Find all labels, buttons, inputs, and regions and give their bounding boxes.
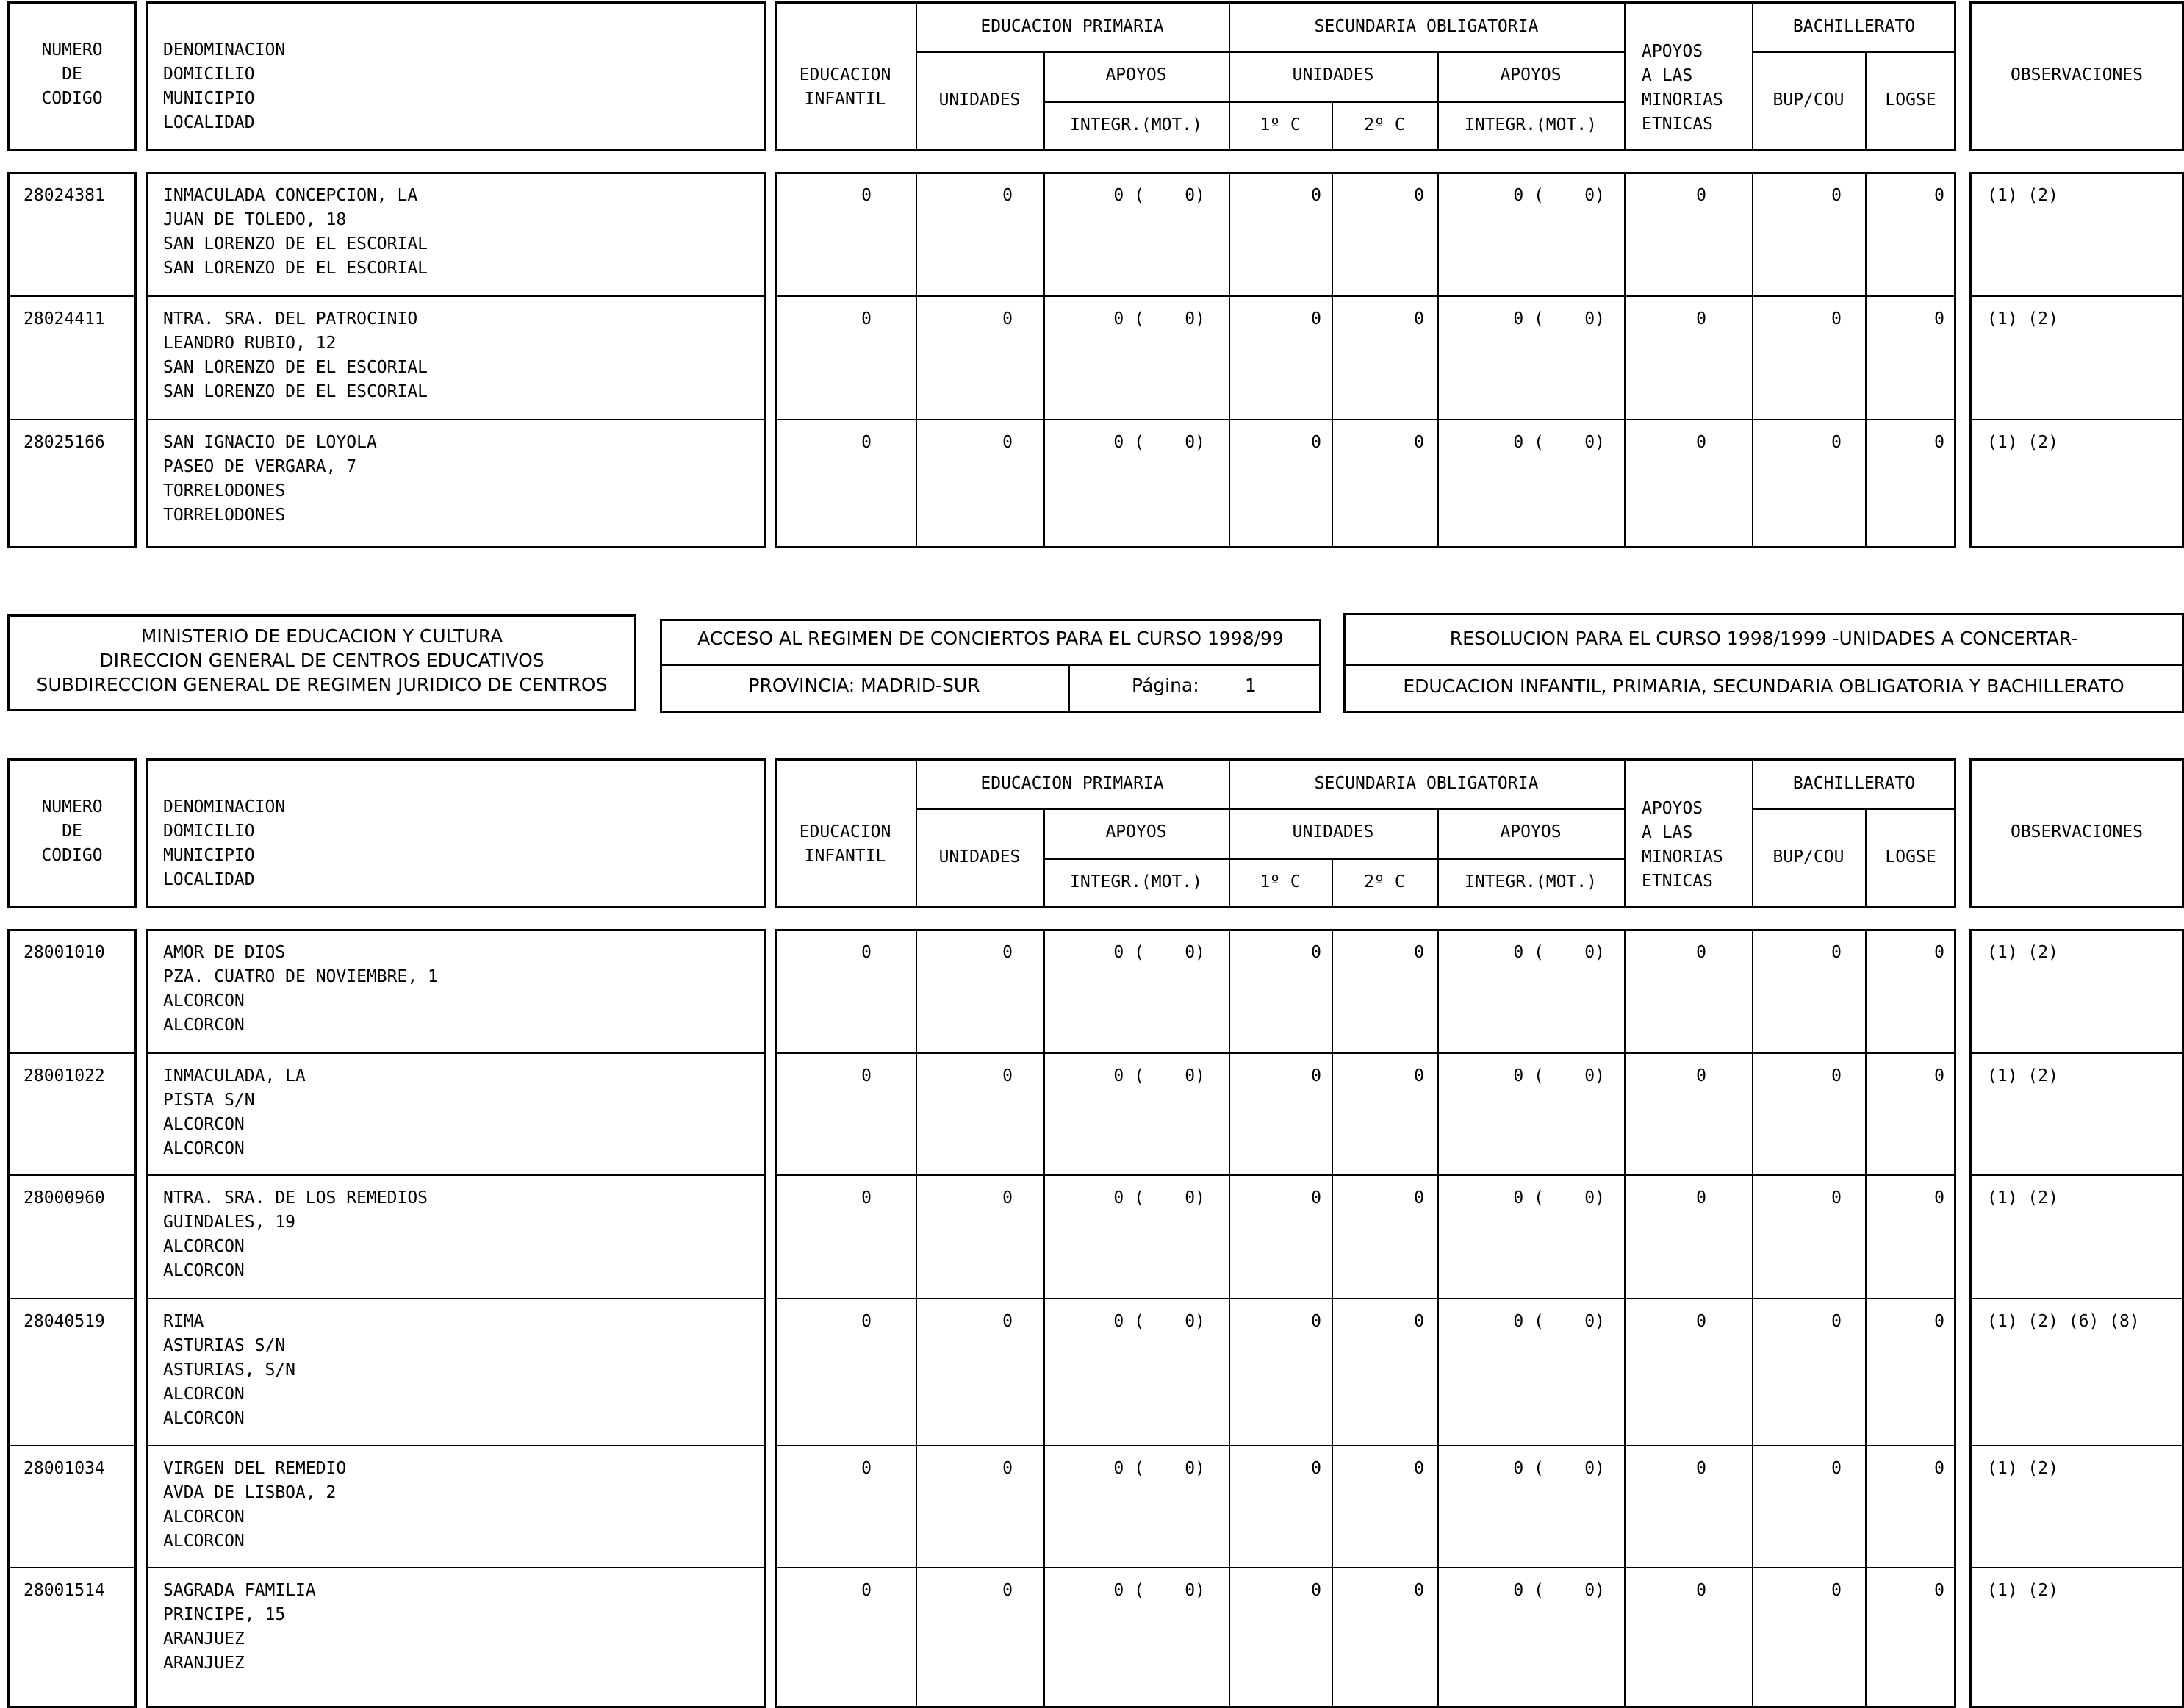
observaciones-value: (1) (2) bbox=[1987, 1066, 2058, 1086]
primer-ciclo-value: 0 bbox=[1311, 309, 1321, 329]
divider bbox=[146, 1567, 766, 1568]
logse-value: 0 bbox=[1934, 1581, 1944, 1600]
observaciones-value: (1) (2) bbox=[1987, 1188, 2058, 1208]
divider bbox=[1624, 172, 1626, 548]
divider bbox=[1969, 1298, 2184, 1299]
center-info-line: SAGRADA FAMILIA bbox=[163, 1581, 316, 1600]
bup-cou-value: 0 bbox=[1831, 1581, 1842, 1600]
apoyos-minorias-label: A LAS bbox=[1642, 823, 1693, 842]
apoyos-secundaria-value: 0 ( 0) bbox=[1513, 309, 1605, 329]
apoyos-primaria-value: 0 ( 0) bbox=[1113, 1312, 1205, 1331]
primer-ciclo-value: 0 bbox=[1311, 943, 1321, 962]
bachillerato-label: BACHILLERATO bbox=[1792, 17, 1916, 36]
divider bbox=[1437, 172, 1439, 548]
segundo-ciclo-value: 0 bbox=[1414, 1459, 1424, 1478]
divider bbox=[775, 419, 1956, 420]
center-info-line: INMACULADA CONCEPCION, LA bbox=[163, 186, 418, 205]
center-info-line: TORRELODONES bbox=[163, 506, 286, 525]
center-info-line: ALCORCON bbox=[163, 1261, 245, 1280]
educacion-infantil-value: 0 bbox=[861, 943, 872, 962]
apoyos-minorias-value: 0 bbox=[1696, 943, 1706, 962]
denominacion-label: DOMICILIO bbox=[163, 822, 255, 841]
unidades-primaria-value: 0 bbox=[1002, 309, 1013, 329]
apoyos-primaria-label: APOYOS bbox=[1105, 65, 1167, 85]
observaciones-column bbox=[1969, 172, 2184, 548]
integr-mot-primaria-label: INTEGR.(MOT.) bbox=[1069, 872, 1202, 891]
apoyos-minorias-label: MINORIAS bbox=[1642, 847, 1723, 866]
educacion-infantil-value: 0 bbox=[861, 186, 872, 205]
divider bbox=[1969, 1052, 2184, 1054]
center-info-line: ARANJUEZ bbox=[163, 1654, 245, 1673]
divider bbox=[146, 1174, 766, 1176]
segundo-ciclo-value: 0 bbox=[1414, 1188, 1424, 1208]
denominacion-label: LOCALIDAD bbox=[163, 870, 255, 889]
divider bbox=[1752, 51, 1956, 53]
center-info-line: INMACULADA, LA bbox=[163, 1066, 306, 1086]
observaciones-value: (1) (2) bbox=[1987, 943, 2058, 962]
apoyos-minorias-value: 0 bbox=[1696, 1581, 1706, 1600]
divider bbox=[7, 1052, 137, 1054]
observaciones-value: (1) (2) bbox=[1987, 433, 2058, 452]
center-info-line: PZA. CUATRO DE NOVIEMBRE, 1 bbox=[163, 967, 438, 986]
bup-cou-value: 0 bbox=[1831, 186, 1842, 205]
educacion-infantil-value: 0 bbox=[861, 1312, 872, 1331]
unidades-primaria-label: UNIDADES bbox=[938, 847, 1021, 866]
educacion-infantil-label: EDUCACION bbox=[799, 822, 891, 842]
unidades-primaria-value: 0 bbox=[1002, 1581, 1013, 1600]
apoyos-primaria-value: 0 ( 0) bbox=[1113, 1581, 1205, 1600]
center-info-line: ALCORCON bbox=[163, 1507, 245, 1526]
center-info-line: NTRA. SRA. DE LOS REMEDIOS bbox=[163, 1188, 428, 1208]
educacion-infantil-value: 0 bbox=[861, 1066, 872, 1086]
bup-cou-label: BUP/COU bbox=[1772, 847, 1844, 866]
divider bbox=[1043, 101, 1229, 103]
logse-value: 0 bbox=[1934, 1188, 1944, 1208]
divider bbox=[1752, 808, 1956, 810]
primer-ciclo-value: 0 bbox=[1311, 1581, 1321, 1600]
bup-cou-value: 0 bbox=[1831, 309, 1842, 329]
bachillerato-label: BACHILLERATO bbox=[1792, 774, 1916, 793]
bup-cou-value: 0 bbox=[1831, 1188, 1842, 1208]
logse-value: 0 bbox=[1934, 309, 1944, 329]
center-info-line: RIMA bbox=[163, 1312, 204, 1331]
unidades-primaria-value: 0 bbox=[1002, 943, 1013, 962]
apoyos-minorias-value: 0 bbox=[1696, 1066, 1706, 1086]
resolucion-title: RESOLUCION PARA EL CURSO 1998/1999 -UNIDADES A CONCERTAR- bbox=[1449, 628, 2078, 649]
segundo-ciclo-value: 0 bbox=[1414, 309, 1424, 329]
educacion-infantil-label: INFANTIL bbox=[804, 847, 886, 866]
integr-mot-secundaria-label: INTEGR.(MOT.) bbox=[1464, 872, 1597, 891]
divider bbox=[1969, 1567, 2184, 1568]
logse-value: 0 bbox=[1934, 943, 1944, 962]
divider bbox=[1043, 172, 1045, 548]
apoyos-primaria-value: 0 ( 0) bbox=[1113, 1188, 1205, 1208]
divider bbox=[1437, 858, 1624, 860]
apoyos-secundaria-value: 0 ( 0) bbox=[1513, 1459, 1605, 1478]
divider bbox=[916, 51, 1624, 53]
center-info-line: ALCORCON bbox=[163, 1115, 245, 1134]
apoyos-minorias-value: 0 bbox=[1696, 433, 1706, 452]
center-info-line: ALCORCON bbox=[163, 1409, 245, 1428]
bup-cou-value: 0 bbox=[1831, 1459, 1842, 1478]
educacion-infantil-value: 0 bbox=[861, 1188, 872, 1208]
center-info-line: VIRGEN DEL REMEDIO bbox=[163, 1459, 347, 1478]
divider bbox=[775, 1445, 1956, 1446]
divider bbox=[1969, 1445, 2184, 1446]
apoyos-secundaria-label: APOYOS bbox=[1500, 822, 1562, 842]
divider bbox=[146, 419, 766, 420]
segundo-ciclo-value: 0 bbox=[1414, 1312, 1424, 1331]
apoyos-primaria-value: 0 ( 0) bbox=[1113, 1459, 1205, 1478]
divider bbox=[1229, 858, 1437, 860]
acceso-title: ACCESO AL REGIMEN DE CONCIERTOS PARA EL CURSO 1998/99 bbox=[697, 628, 1284, 649]
divider bbox=[7, 295, 137, 297]
center-info-line: ALCORCON bbox=[163, 1016, 245, 1035]
values-columns bbox=[775, 172, 1956, 548]
apoyos-secundaria-value: 0 ( 0) bbox=[1513, 1188, 1605, 1208]
educacion-infantil-value: 0 bbox=[861, 1581, 872, 1600]
primer-ciclo-value: 0 bbox=[1311, 186, 1321, 205]
apoyos-secundaria-value: 0 ( 0) bbox=[1513, 943, 1605, 962]
logse-value: 0 bbox=[1934, 1066, 1944, 1086]
divider bbox=[916, 808, 1624, 810]
center-info-line: ALCORCON bbox=[163, 1237, 245, 1256]
center-info-line: GUINDALES, 19 bbox=[163, 1213, 296, 1232]
codigo-value: 28025166 bbox=[24, 433, 105, 452]
integr-mot-primaria-label: INTEGR.(MOT.) bbox=[1069, 115, 1202, 134]
divider bbox=[146, 1298, 766, 1299]
center-info-line: PRINCIPE, 15 bbox=[163, 1605, 286, 1624]
bup-cou-value: 0 bbox=[1831, 1312, 1842, 1331]
numero-codigo-label: NUMERO bbox=[41, 40, 103, 60]
divider bbox=[775, 1052, 1956, 1054]
primer-ciclo-value: 0 bbox=[1311, 433, 1321, 452]
pagina-label: Página: bbox=[1132, 675, 1199, 696]
denominacion-label: MUNICIPIO bbox=[163, 846, 255, 865]
educacion-infantil-label: INFANTIL bbox=[804, 90, 886, 109]
apoyos-secundaria-value: 0 ( 0) bbox=[1513, 1066, 1605, 1086]
segundo-ciclo-value: 0 bbox=[1414, 1581, 1424, 1600]
divider bbox=[1865, 172, 1867, 548]
divider bbox=[916, 172, 917, 548]
apoyos-secundaria-value: 0 ( 0) bbox=[1513, 1581, 1605, 1600]
center-info-line: ALCORCON bbox=[163, 991, 245, 1011]
educacion-infantil-value: 0 bbox=[861, 309, 872, 329]
divider bbox=[146, 1445, 766, 1446]
educacion-primaria-label: EDUCACION PRIMARIA bbox=[980, 17, 1164, 36]
divider bbox=[7, 1445, 137, 1446]
apoyos-secundaria-value: 0 ( 0) bbox=[1513, 1312, 1605, 1331]
apoyos-primaria-label: APOYOS bbox=[1105, 822, 1167, 842]
center-info-line: ALCORCON bbox=[163, 1385, 245, 1404]
numero-codigo-label: CODIGO bbox=[41, 89, 103, 108]
unidades-primaria-value: 0 bbox=[1002, 1459, 1013, 1478]
primer-ciclo-label: 1º C bbox=[1260, 115, 1301, 134]
ministry-line: MINISTERIO DE EDUCACION Y CULTURA bbox=[140, 625, 503, 647]
divider bbox=[146, 295, 766, 297]
observaciones-value: (1) (2) bbox=[1987, 1459, 2058, 1478]
apoyos-minorias-label: ETNICAS bbox=[1642, 872, 1713, 891]
educacion-primaria-label: EDUCACION PRIMARIA bbox=[980, 774, 1164, 793]
educacion-infantil-value: 0 bbox=[861, 433, 872, 452]
bup-cou-value: 0 bbox=[1831, 433, 1842, 452]
unidades-primaria-value: 0 bbox=[1002, 1312, 1013, 1331]
primer-ciclo-value: 0 bbox=[1311, 1066, 1321, 1086]
apoyos-minorias-value: 0 bbox=[1696, 1312, 1706, 1331]
codigo-value: 28024381 bbox=[24, 186, 105, 205]
observaciones-value: (1) (2) (6) (8) bbox=[1987, 1312, 2140, 1331]
divider bbox=[1229, 101, 1437, 103]
primer-ciclo-value: 0 bbox=[1311, 1459, 1321, 1478]
observaciones-value: (1) (2) bbox=[1987, 309, 2058, 329]
divider bbox=[660, 664, 1321, 666]
denominacion-label: MUNICIPIO bbox=[163, 89, 255, 108]
educacion-infantil-label: EDUCACION bbox=[799, 65, 891, 85]
numero-codigo-label: CODIGO bbox=[41, 846, 103, 865]
codigo-value: 28001514 bbox=[24, 1581, 105, 1600]
divider bbox=[1043, 858, 1229, 860]
apoyos-minorias-label: ETNICAS bbox=[1642, 115, 1713, 134]
unidades-primaria-value: 0 bbox=[1002, 186, 1013, 205]
center-info-line: ASTURIAS, S/N bbox=[163, 1360, 296, 1379]
center-info-line: JUAN DE TOLEDO, 18 bbox=[163, 210, 347, 229]
unidades-primaria-value: 0 bbox=[1002, 433, 1013, 452]
segundo-ciclo-value: 0 bbox=[1414, 186, 1424, 205]
primer-ciclo-label: 1º C bbox=[1260, 872, 1301, 891]
center-info-line: NTRA. SRA. DEL PATROCINIO bbox=[163, 309, 418, 329]
divider bbox=[7, 1567, 137, 1568]
codigo-value: 28024411 bbox=[24, 309, 105, 329]
center-info-line: ALCORCON bbox=[163, 1532, 245, 1551]
center-info-line: AMOR DE DIOS bbox=[163, 943, 286, 962]
divider bbox=[1752, 172, 1753, 548]
divider bbox=[1332, 172, 1333, 548]
center-info-line: SAN LORENZO DE EL ESCORIAL bbox=[163, 234, 428, 254]
bup-cou-value: 0 bbox=[1831, 943, 1842, 962]
ministry-line: SUBDIRECCION GENERAL DE REGIMEN JURIDICO DE CENTROS bbox=[36, 674, 608, 695]
secundaria-obligatoria-label: SECUNDARIA OBLIGATORIA bbox=[1314, 17, 1539, 36]
divider bbox=[1969, 295, 2184, 297]
unidades-primaria-label: UNIDADES bbox=[938, 90, 1021, 110]
apoyos-minorias-value: 0 bbox=[1696, 1459, 1706, 1478]
segundo-ciclo-label: 2º C bbox=[1364, 115, 1405, 134]
logse-value: 0 bbox=[1934, 1312, 1944, 1331]
divider bbox=[1969, 1174, 2184, 1176]
center-info-line: ARANJUEZ bbox=[163, 1629, 245, 1648]
unidades-primaria-value: 0 bbox=[1002, 1188, 1013, 1208]
provincia-label: PROVINCIA: MADRID-SUR bbox=[748, 675, 980, 696]
apoyos-secundaria-value: 0 ( 0) bbox=[1513, 433, 1605, 452]
apoyos-minorias-value: 0 bbox=[1696, 309, 1706, 329]
divider bbox=[775, 1174, 1956, 1176]
apoyos-secundaria-label: APOYOS bbox=[1500, 65, 1562, 85]
center-info-line: ASTURIAS S/N bbox=[163, 1336, 286, 1355]
divider bbox=[775, 295, 1956, 297]
unidades-primaria-value: 0 bbox=[1002, 1066, 1013, 1086]
codigo-value: 28001010 bbox=[24, 943, 105, 962]
logse-label: LOGSE bbox=[1885, 90, 1936, 110]
numero-codigo-label: NUMERO bbox=[41, 797, 103, 817]
ministry-line: DIRECCION GENERAL DE CENTROS EDUCATIVOS bbox=[99, 650, 545, 671]
segundo-ciclo-value: 0 bbox=[1414, 943, 1424, 962]
center-info-line: PISTA S/N bbox=[163, 1091, 255, 1110]
apoyos-minorias-value: 0 bbox=[1696, 186, 1706, 205]
integr-mot-secundaria-label: INTEGR.(MOT.) bbox=[1464, 115, 1597, 134]
divider bbox=[775, 1567, 1956, 1568]
denominacion-label: DENOMINACION bbox=[163, 797, 286, 817]
center-info-line: SAN LORENZO DE EL ESCORIAL bbox=[163, 358, 428, 377]
codigo-value: 28001022 bbox=[24, 1066, 105, 1086]
logse-value: 0 bbox=[1934, 1459, 1944, 1478]
codigo-value: 28000960 bbox=[24, 1188, 105, 1208]
divider bbox=[1343, 664, 2184, 666]
bup-cou-label: BUP/COU bbox=[1772, 90, 1844, 110]
apoyos-primaria-value: 0 ( 0) bbox=[1113, 309, 1205, 329]
divider bbox=[146, 1052, 766, 1054]
center-info-line: ALCORCON bbox=[163, 1139, 245, 1158]
observaciones-value: (1) (2) bbox=[1987, 186, 2058, 205]
divider bbox=[1624, 758, 1626, 908]
logse-label: LOGSE bbox=[1885, 847, 1936, 866]
educacion-infantil-value: 0 bbox=[861, 1459, 872, 1478]
apoyos-minorias-label: MINORIAS bbox=[1642, 90, 1723, 110]
primer-ciclo-value: 0 bbox=[1311, 1312, 1321, 1331]
logse-value: 0 bbox=[1934, 433, 1944, 452]
apoyos-primaria-value: 0 ( 0) bbox=[1113, 943, 1205, 962]
segundo-ciclo-value: 0 bbox=[1414, 433, 1424, 452]
unidades-secundaria-label: UNIDADES bbox=[1292, 822, 1374, 842]
observaciones-value: (1) (2) bbox=[1987, 1581, 2058, 1600]
apoyos-primaria-value: 0 ( 0) bbox=[1113, 433, 1205, 452]
divider bbox=[1624, 1, 1626, 151]
apoyos-minorias-value: 0 bbox=[1696, 1188, 1706, 1208]
apoyos-secundaria-value: 0 ( 0) bbox=[1513, 186, 1605, 205]
center-info-line: SAN LORENZO DE EL ESCORIAL bbox=[163, 259, 428, 278]
center-info-line: LEANDRO RUBIO, 12 bbox=[163, 334, 337, 353]
divider bbox=[7, 1174, 137, 1176]
divider bbox=[1068, 664, 1070, 713]
apoyos-minorias-label: A LAS bbox=[1642, 66, 1693, 85]
center-info-line: AVDA DE LISBOA, 2 bbox=[163, 1483, 337, 1502]
numero-codigo-label: DE bbox=[62, 822, 82, 841]
secundaria-obligatoria-label: SECUNDARIA OBLIGATORIA bbox=[1314, 774, 1539, 793]
apoyos-primaria-value: 0 ( 0) bbox=[1113, 186, 1205, 205]
divider bbox=[7, 419, 137, 420]
codigo-column bbox=[7, 172, 137, 548]
segundo-ciclo-label: 2º C bbox=[1364, 872, 1405, 891]
pagina-value: 1 bbox=[1245, 675, 1257, 696]
bup-cou-value: 0 bbox=[1831, 1066, 1842, 1086]
denominacion-label: DOMICILIO bbox=[163, 65, 255, 84]
niveles-subtitle: EDUCACION INFANTIL, PRIMARIA, SECUNDARIA OBLIGATORIA Y BACHILLERATO bbox=[1403, 675, 2124, 697]
divider bbox=[1437, 101, 1624, 103]
apoyos-minorias-label: APOYOS bbox=[1642, 799, 1703, 818]
center-info-line: TORRELODONES bbox=[163, 481, 286, 500]
numero-codigo-label: DE bbox=[62, 65, 82, 84]
center-info-line: SAN IGNACIO DE LOYOLA bbox=[163, 433, 377, 452]
logse-value: 0 bbox=[1934, 186, 1944, 205]
denominacion-label: LOCALIDAD bbox=[163, 113, 255, 132]
center-info-line: SAN LORENZO DE EL ESCORIAL bbox=[163, 382, 428, 401]
segundo-ciclo-value: 0 bbox=[1414, 1066, 1424, 1086]
observaciones-label: OBSERVACIONES bbox=[2010, 822, 2143, 842]
codigo-value: 28040519 bbox=[24, 1312, 105, 1331]
divider bbox=[775, 1298, 1956, 1299]
apoyos-primaria-value: 0 ( 0) bbox=[1113, 1066, 1205, 1086]
unidades-secundaria-label: UNIDADES bbox=[1292, 65, 1374, 85]
divider bbox=[1969, 419, 2184, 420]
apoyos-minorias-label: APOYOS bbox=[1642, 42, 1703, 61]
primer-ciclo-value: 0 bbox=[1311, 1188, 1321, 1208]
codigo-value: 28001034 bbox=[24, 1459, 105, 1478]
denominacion-label: DENOMINACION bbox=[163, 40, 286, 60]
observaciones-label: OBSERVACIONES bbox=[2010, 65, 2143, 85]
divider bbox=[1229, 172, 1230, 548]
center-info-line: PASEO DE VERGARA, 7 bbox=[163, 457, 357, 476]
divider bbox=[7, 1298, 137, 1299]
